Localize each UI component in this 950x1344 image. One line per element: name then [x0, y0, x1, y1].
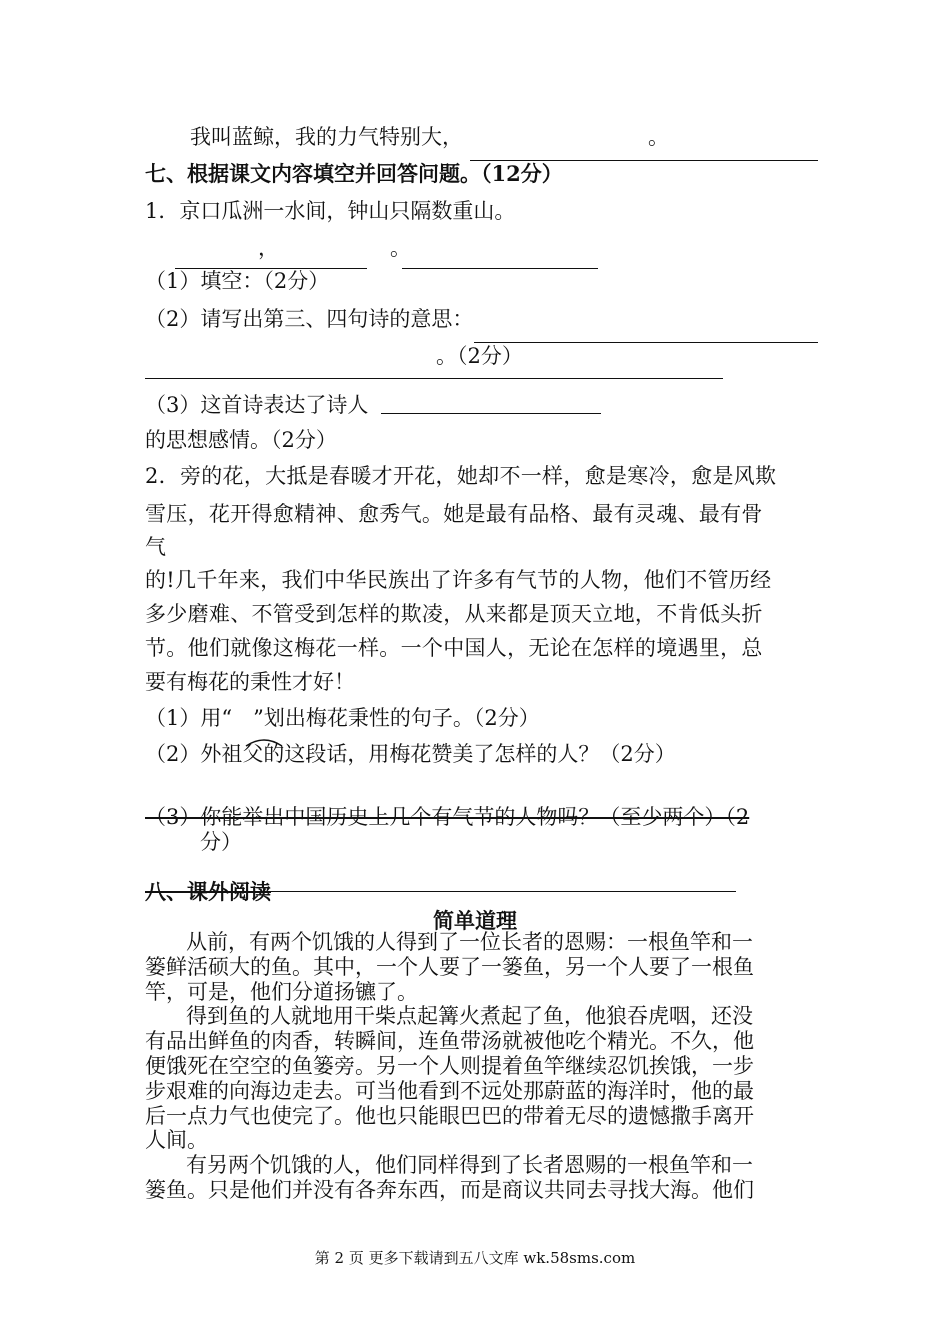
- answer-blank: [474, 342, 818, 343]
- poem-period: 。: [390, 236, 411, 260]
- page-footer: 第 2 页 更多下载请到五八文库 wk.58sms.com: [314, 1249, 636, 1267]
- answer-blank: [145, 378, 723, 379]
- question: （2）请写出第三、四句诗的意思：: [145, 307, 474, 331]
- story-line: 篓鲜活硕大的鱼。其中，一个人要了一篓鱼，另一个人要了一根鱼: [145, 955, 754, 979]
- text-line: 我叫蓝鲸，我的力气特别大，: [190, 125, 463, 149]
- question: （2）外祖父的这段话，用梅花赞美了怎样的人？（2分）: [145, 742, 676, 766]
- story-line: 便饿死在空空的鱼篓旁。另一个人则提着鱼竿继续忍饥挨饿，一步: [145, 1054, 754, 1078]
- question: （1）填空：（2分）: [145, 269, 330, 293]
- story-line: 有另两个饥饿的人，他们同样得到了长者恩赐的一根鱼竿和一: [186, 1153, 753, 1177]
- section-heading: 八、课外阅读: [145, 879, 271, 904]
- story-line: 篓鱼。只是他们并没有各奔东西，而是商议共同去寻找大海。他们: [145, 1178, 754, 1202]
- question-struck-cont: 分）: [200, 830, 242, 854]
- question-end: 。（2分）: [436, 344, 523, 368]
- section-heading: 七、根据课文内容填空并回答问题。（12分）: [145, 161, 563, 186]
- question: （1）用“ ”划出梅花秉性的句子。（2分）: [145, 706, 540, 730]
- passage-line: 要有梅花的秉性才好！: [145, 670, 355, 694]
- story-line: 步艰难的向海边走去。可当他看到不远处那蔚蓝的海洋时，他的最: [145, 1079, 754, 1103]
- text-line-end: 。: [648, 125, 669, 149]
- story-title: 简单道理: [433, 908, 517, 933]
- answer-blank: [381, 413, 601, 414]
- poem-line: 1．京口瓜洲一水间，钟山只隔数重山。: [145, 199, 516, 223]
- story-line: 人间。: [145, 1128, 208, 1152]
- story-line: 后一点力气也使完了。他也只能眼巴巴的带着无尽的遗憾撒手离开: [145, 1104, 754, 1128]
- answer-blank: [402, 268, 598, 269]
- passage-line: 雪压，花开得愈精神、愈秀气。她是最有品格、最有灵魂、最有骨: [145, 502, 763, 526]
- poem-comma: ，: [258, 236, 279, 260]
- passage-line: 气: [145, 535, 166, 559]
- question: 的思想感情。（2分）: [145, 428, 337, 452]
- passage-line: 节。他们就像这梅花一样。一个中国人，无论在怎样的境遇里，总: [145, 636, 763, 660]
- question: （3）这首诗表达了诗人: [145, 393, 369, 417]
- story-line: 从前，有两个饥饿的人得到了一位长者的恩赐：一根鱼竿和一: [186, 930, 753, 954]
- story-line: 有品出鲜鱼的肉香，转瞬间，连鱼带汤就被他吃个精光。不久，他: [145, 1029, 754, 1053]
- passage-line: 2．旁的花，大抵是春暖才开花，她却不一样，愈是寒冷，愈是风欺: [145, 464, 777, 488]
- passage-line: 多少磨难、不管受到怎样的欺凌，从来都是顶天立地，不肯低头折: [145, 602, 763, 626]
- question-struck: （3）你能举出中国历史上几个有气节的人物吗？（至少两个）（2: [145, 805, 750, 829]
- story-line: 得到鱼的人就地用干柴点起篝火煮起了鱼，他狼吞虎咽，还没: [186, 1004, 753, 1028]
- passage-line: 的!几千年来，我们中华民族出了许多有气节的人物，他们不管历经: [145, 568, 772, 592]
- story-line: 竿，可是，他们分道扬镳了。: [145, 980, 418, 1004]
- heading-rule: [270, 891, 736, 892]
